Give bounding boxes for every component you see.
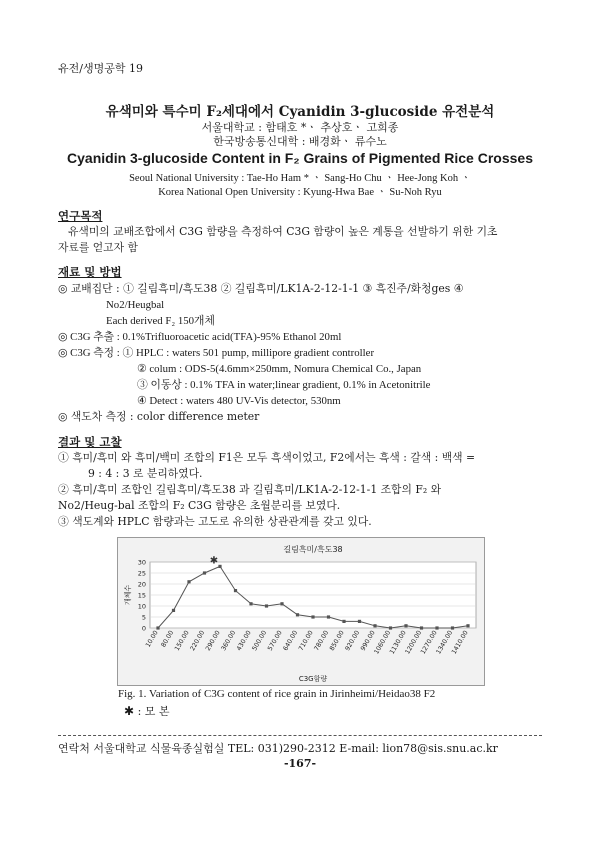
- data-point: [466, 624, 469, 627]
- y-tick-label: 20: [137, 580, 146, 589]
- figure-chart: [117, 537, 485, 686]
- footer-divider: [58, 735, 542, 736]
- x-tick-label: 290.00: [204, 629, 222, 653]
- data-point: [234, 589, 237, 592]
- x-tick-label: 850.00: [328, 629, 346, 653]
- x-tick-label: 710.00: [297, 629, 315, 653]
- x-tick-label: 1200.00: [404, 629, 424, 656]
- data-point: [435, 626, 438, 629]
- data-point: [296, 613, 299, 616]
- method-line-3d: ④ Detect : waters 480 UV-Vis detector, 530nm: [137, 395, 341, 407]
- x-tick-label: 570.00: [266, 629, 284, 653]
- result-line-3: ③ 색도계와 HPLC 함량과는 고도로 유의한 상관관계를 갖고 있다.: [58, 515, 372, 528]
- result-line-1a: ① 흑미/흑미 와 흑미/백미 조합의 F1은 모두 흑색이었고, F2에서는 흑색 : 갈색 : 백색 =: [58, 451, 476, 464]
- y-tick-label: 15: [137, 591, 146, 600]
- data-point: [420, 626, 423, 629]
- affiliation-korean-2: 한국방송통신대학 : 배경화ㆍ 류수노: [213, 135, 387, 148]
- data-point: [311, 615, 314, 618]
- data-point: [342, 620, 345, 623]
- data-point: [203, 571, 206, 574]
- legend-note: [124, 703, 170, 719]
- parent-marker: ✱: [209, 555, 219, 567]
- affiliation-english-2: Korea National Open University : Kyung-Hwa Bae ㆍ Su-Noh Ryu: [158, 187, 442, 198]
- y-axis-label: 개체수: [124, 584, 132, 606]
- y-tick-label: 0: [141, 624, 146, 633]
- x-tick-label: 150.00: [173, 629, 191, 653]
- x-tick-label: 80.00: [160, 629, 176, 649]
- data-point: [280, 602, 283, 605]
- method-line-2: ◎ C3G 추출 : 0.1%Trifluoroacetic acid(TFA)-95% Ethanol 20ml: [58, 331, 342, 343]
- chart-title: 길림흑미/흑도38: [283, 545, 343, 554]
- x-tick-label: 1340.00: [435, 629, 455, 656]
- method-line-1a: ◎ 교배집단 : ① 길림흑미/흑도38 ② 길림흑미/LK1A-2-12-1-1 ③ 흑진주/화청ges ④: [58, 282, 464, 295]
- contact-footer: 연락처 서울대학교 식물육종실험실 TEL: 031)290-2312 E-mail: lion78@sis.snu.ac.kr: [58, 742, 498, 755]
- data-point: [373, 624, 376, 627]
- y-tick-label: 30: [137, 558, 146, 567]
- figure-caption: Fig. 1. Variation of C3G content of rice grain in Jirinheimi/Heidao38 F2: [118, 688, 436, 700]
- data-point: [265, 604, 268, 607]
- x-tick-label: 10.00: [144, 629, 160, 649]
- title-korean: 유색미와 특수미 F₂세대에서 Cyanidin 3-glucoside 유전분석: [105, 104, 495, 120]
- page-number: -167-: [283, 757, 317, 770]
- affiliation-english-1: Seoul National University : Tae-Ho Ham * ㆍ Sang-Ho Chu ㆍ Hee-Jong Koh ㆍ: [129, 173, 471, 184]
- purpose-line-1: 유색미의 교배조합에서 C3G 함량을 측정하여 C3G 함량이 높은 계통을 선발하기 위한 기초: [68, 225, 498, 238]
- x-axis-label: C3G함량: [298, 675, 328, 683]
- method-line-1b: No2/Heugbal: [106, 299, 165, 311]
- x-tick-label: 1060.00: [373, 629, 393, 656]
- data-point: [451, 626, 454, 629]
- section-results-title: 결과 및 고찰: [58, 435, 122, 449]
- parent-marker-icon: ✱: [124, 704, 135, 718]
- x-tick-label: 220.00: [189, 629, 207, 653]
- purpose-line-2: 자료를 얻고자 함: [58, 241, 138, 254]
- x-tick-label: 640.00: [282, 629, 300, 653]
- method-line-3c: ③ 이동상 : 0.1% TFA in water;linear gradient, 0.1% in Acetonitrile: [137, 379, 431, 391]
- y-tick-label: 5: [141, 613, 146, 622]
- section-purpose-title: 연구목적: [58, 209, 103, 223]
- y-tick-label: 10: [137, 602, 146, 611]
- method-line-1c: Each derived F₂ 150개체: [106, 315, 215, 327]
- data-point: [249, 602, 252, 605]
- method-line-3: ◎ C3G 측정 : ① HPLC : waters 501 pump, millipore gradient controller: [58, 347, 375, 359]
- affiliation-korean-1: 서울대학교 : 함태호 *ㆍ 추상호ㆍ 고희종: [201, 121, 399, 134]
- running-header: 유전/생명공학 19: [58, 62, 143, 75]
- x-tick-label: 1410.00: [450, 629, 470, 656]
- result-line-2a: ② 흑미/흑미 조합인 길림흑미/흑도38 과 길림흑미/LK1A-2-12-1-1 조합의 F₂ 와: [58, 483, 442, 496]
- data-point: [358, 620, 361, 623]
- x-tick-label: 1270.00: [419, 629, 439, 656]
- y-tick-label: 25: [137, 569, 146, 578]
- data-point: [172, 609, 175, 612]
- x-tick-label: 430.00: [235, 629, 253, 653]
- data-point: [187, 580, 190, 583]
- x-tick-label: 990.00: [359, 629, 377, 653]
- x-tick-label: 360.00: [220, 629, 238, 653]
- method-line-3b: ② colum : ODS-5(4.6mm×250mm, Nomura Chemical Co., Japan: [137, 363, 422, 375]
- line-chart: [118, 538, 484, 685]
- legend-note-text: : 모 본: [137, 705, 170, 718]
- data-point: [327, 615, 330, 618]
- result-line-1b: 9 : 4 : 3 로 분리하였다.: [88, 467, 203, 480]
- x-tick-label: 780.00: [313, 629, 331, 653]
- x-tick-label: 920.00: [344, 629, 362, 653]
- method-line-4: ◎ 색도차 측정 : color difference meter: [58, 410, 260, 423]
- data-point: [218, 565, 221, 568]
- x-tick-label: 1130.00: [388, 629, 408, 656]
- data-point: [389, 626, 392, 629]
- title-english: Cyanidin 3-glucoside Content in F₂ Grains of Pigmented Rice Crosses: [67, 150, 533, 166]
- section-methods-title: 재료 및 방법: [58, 265, 122, 279]
- data-point: [404, 624, 407, 627]
- result-line-2b: No2/Heug-bal 조합의 F₂ C3G 함량은 초월분리를 보였다.: [58, 499, 341, 512]
- x-tick-label: 500.00: [251, 629, 269, 653]
- data-point: [156, 626, 159, 629]
